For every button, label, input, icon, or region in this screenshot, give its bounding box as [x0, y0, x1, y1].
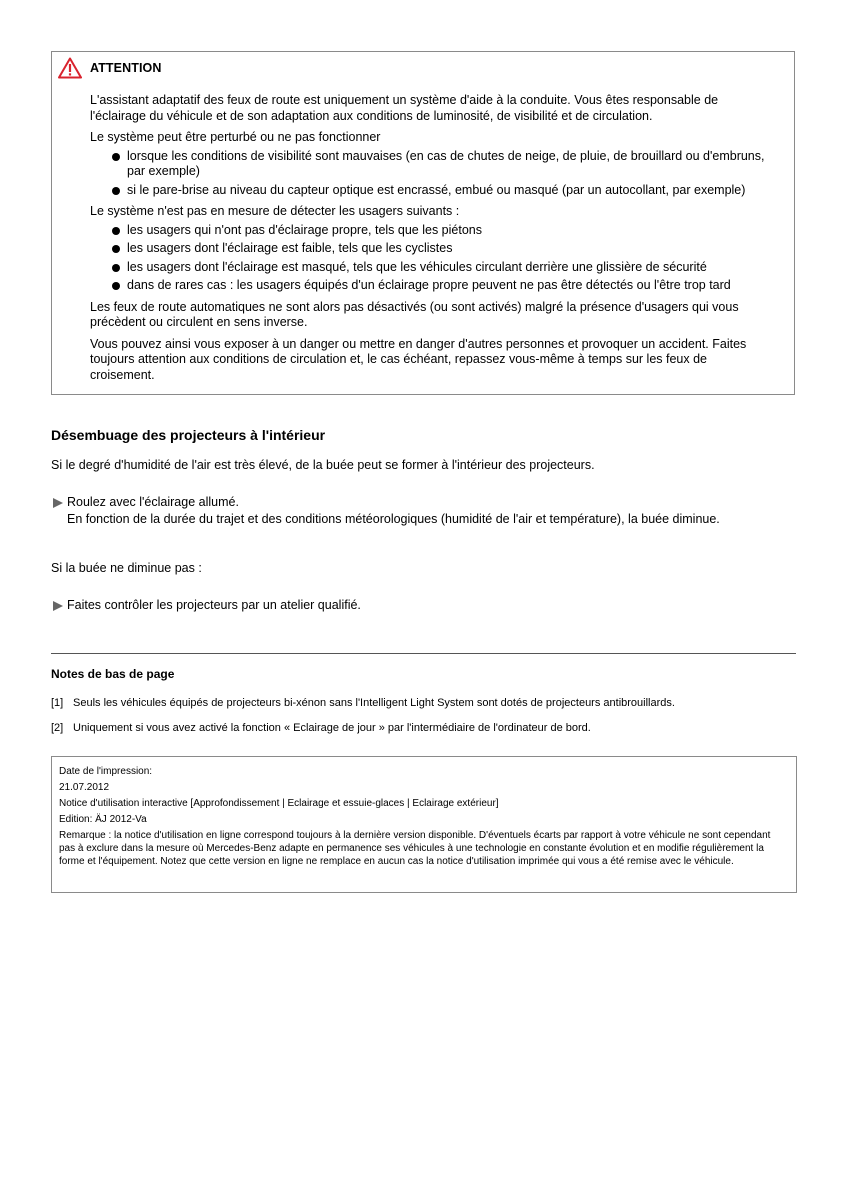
list-item-text: les usagers dont l'éclairage est masqué, tels que les véhicules circulant derrière une glissière de sécurité — [127, 259, 707, 274]
bullet-icon — [112, 245, 120, 253]
footnote-item — [51, 721, 591, 735]
step-1-detail: En fonction de la durée du trajet et des conditions météorologiques (humidité de l'air et température), la buée diminue. — [67, 512, 720, 526]
list-item — [90, 241, 766, 257]
print-manual: Notice d'utilisation interactive [Approfondissement | Eclairage et essuie-glaces | Eclairage extérieur] — [59, 798, 499, 809]
list-item-text: les usagers dont l'éclairage est faible, tels que les cyclistes — [127, 241, 453, 255]
section-intro: Si le degré d'humidité de l'air est très élevé, de la buée peut se former à l'intérieur des projecteurs. — [51, 458, 595, 472]
section-heading: Désembuage des projecteurs à l'intérieur — [51, 427, 326, 443]
list-item-text: si le pare-brise au niveau du capteur optique est encrassé, embué ou masqué (par un autocollant, par exemple) — [127, 182, 746, 197]
disturbed-lead: Le système peut être perturbé ou ne pas fonctionner — [90, 130, 381, 144]
list-item — [90, 260, 766, 276]
list-item — [90, 149, 766, 180]
print-date: 21.07.2012 — [59, 782, 110, 793]
list-item-text: les usagers qui n'ont pas d'éclairage propre, tels que les piétons — [127, 222, 482, 237]
divider — [51, 653, 796, 654]
disturbed-list — [90, 149, 766, 199]
list-item — [90, 183, 766, 199]
print-date-label: Date de l'impression: — [59, 766, 153, 777]
footnote-number: [2] — [51, 722, 64, 734]
list-item-text: lorsque les conditions de visibilité sont mauvaises (en cas de chutes de neige, de pluie, de brouillard ou d'embruns, par exemple) — [127, 148, 765, 178]
attention-body — [90, 93, 766, 389]
step-2 — [51, 597, 361, 614]
list-item — [90, 278, 766, 294]
attention-closing: Vous pouvez ainsi vous exposer à un danger ou mettre en danger d'autres personnes et provoquer un accident. Faites toujours attention aux conditions de circulation et, le cas échéant, repassez vous-même à temps sur les feux de croisement. — [90, 336, 747, 382]
step-1 — [51, 494, 720, 528]
footnote-text: Uniquement si vous avez activé la fonction « Eclairage de jour » par l'intermédiaire de l'ordinateur de bord. — [73, 722, 591, 734]
attention-intro: L'assistant adaptatif des feux de route est uniquement un système d'aide à la conduite. Vous êtes responsable de l'éclairage du véhicule et de son adaptation aux conditions de luminosité, de visibilité et de circulation. — [90, 93, 719, 123]
attention-box — [51, 51, 795, 395]
bullet-icon — [112, 282, 120, 290]
bullet-icon — [112, 227, 120, 235]
undetected-lead: Le système n'est pas en mesure de détecter les usagers suivants : — [90, 204, 460, 218]
step-arrow-icon — [53, 601, 63, 611]
warning-triangle-icon — [58, 57, 82, 79]
bullet-icon — [112, 187, 120, 195]
condition-text: Si la buée ne diminue pas : — [51, 561, 202, 575]
footnote-item — [51, 696, 675, 710]
attention-consequence: Les feux de route automatiques ne sont alors pas désactivés (ou sont activés) malgré la présence d'usagers qui vous précèdent ou circulent en sens inverse. — [90, 299, 739, 329]
list-item-text: dans de rares cas : les usagers équipés d'un éclairage propre peuvent ne pas être détectés ou l'être trop tard — [127, 278, 731, 292]
attention-title: ATTENTION — [90, 61, 162, 75]
footnote-number: [1] — [51, 697, 64, 709]
print-edition: Edition: ÄJ 2012-Va — [59, 814, 147, 825]
list-item — [90, 223, 766, 239]
step-2-text: Faites contrôler les projecteurs par un atelier qualifié. — [67, 598, 361, 612]
step-arrow-icon — [53, 498, 63, 508]
footnotes-heading: Notes de bas de page — [51, 667, 175, 681]
attention-header — [58, 57, 162, 79]
step-1-text: Roulez avec l'éclairage allumé. — [67, 495, 239, 509]
print-remark: Remarque : la notice d'utilisation en ligne correspond toujours à la dernière version disponible. D'éventuels écarts par rapport à votre véhicule ne sont cependant pas à exclure dans la mesure où Mercedes-Benz adapte en permanence ses véhicules à une technologie en constante évolution et en modifie régulièrement la forme et l'équipement. Notez que cette version en ligne ne remplace en aucun cas la notice d'utilisation imprimée qui vous a été remise avec le véhicule. — [59, 830, 771, 867]
footnote-text: Seuls les véhicules équipés de projecteurs bi-xénon sans l'Intelligent Light System sont dotés de projecteurs antibrouillards. — [73, 697, 675, 709]
bullet-icon — [112, 264, 120, 272]
undetected-list — [90, 223, 766, 294]
bullet-icon — [112, 153, 120, 161]
print-info-box — [51, 756, 797, 893]
